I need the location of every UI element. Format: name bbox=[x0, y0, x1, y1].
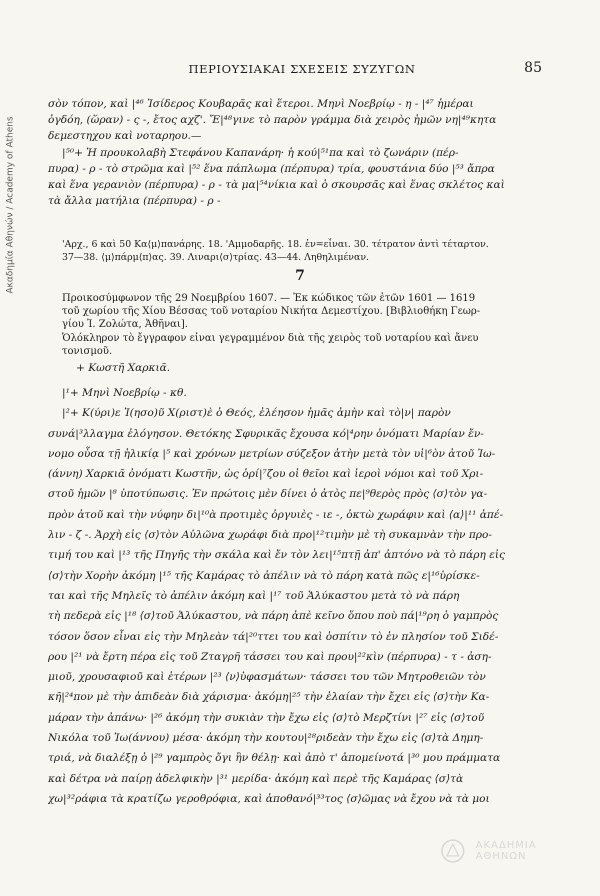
intro-line: Ὁλόκληρον τὸ ἔγγραφον εἶναι γεγραμμένον διὰ τῆς χειρὸς τοῦ νοταρίου καὶ ἄνευ bbox=[62, 332, 479, 344]
academy-watermark bbox=[440, 826, 590, 876]
text-line: τὰ ἄλλα ματήλια (πέρπυρα) - ρ - bbox=[48, 195, 221, 208]
intro-line: τονισμοῦ. bbox=[62, 345, 113, 357]
previous-document-end bbox=[48, 96, 548, 209]
body-line: |²+ Κ(ύρι)ε Ἰ(ησο)ῦ Χ(ριστ)ὲ ὁ Θεός, ἐλέησον ἡμᾶς ἀμὴν καὶ τὸ|ν| παρὸν bbox=[62, 407, 451, 420]
text-line: δεμεστηχου καὶ νοταρηου.— bbox=[48, 130, 202, 143]
subheading-line: + Κωστῆ Χαρκιᾶ. bbox=[76, 362, 171, 374]
body-line: ρου |²¹ νὰ ἔρτη πέρα εἰς τοῦ Ζταγρῆ τάσσει του καὶ πρου|²²κὶν (πέρπυρα) - τ - ἀση- bbox=[48, 650, 492, 663]
document-intro bbox=[62, 292, 542, 358]
critical-apparatus bbox=[62, 238, 542, 265]
text-line: σὸν τόπον, καὶ |⁴⁶ Ἰσίδερος Κουβαρᾶς καὶ ἕτεροι. Μηνὶ Νοεβρίῳ - η - |⁴⁷ ἡμέραι bbox=[48, 98, 474, 110]
archive-stamp bbox=[4, 40, 18, 370]
document-subheading bbox=[62, 360, 532, 376]
running-title: ΠΕΡΙΟΥΣΙΑΚΑΙ ΣΧΕΣΕΙΣ ΣΥΖΥΓΩΝ bbox=[188, 62, 416, 76]
text-line: πυρα) - ρ - τὸ στρῶμα καὶ |⁵² ἕνα πάπλωμα (πέρπυρα) τρία, φουστάνια δύο |⁵³ ἄπρα bbox=[48, 162, 495, 175]
body-line: λιν - ζ -. Ἀρχὴ εἰς ⟨σ⟩τὸν Αὐλῶνα χωράφι διὰ προ|¹²τιμὴν μὲ τὴ συκαμνὰν τὴν προ- bbox=[48, 529, 492, 542]
body-line: πρὸν ἀτοῦ καὶ τὴν νύφην δι|¹⁰ὰ προτιμὲς ὀργυιὲς - ιε -, ὀκτὼ χωράφιν καὶ ⟨α⟩|¹¹ ἀπέ- bbox=[48, 508, 504, 521]
body-line: ⟨σ⟩τὴν Χορὴν ἀκόμη |¹⁵ τῆς Καμάρας τὸ ἀπέλιν νὰ τὸ πάρη κατὰ πῶς ε|¹⁶ὑρίσκε- bbox=[48, 569, 480, 582]
running-header bbox=[62, 62, 542, 80]
text-line: καὶ ἕνα γερανιὸν (πέρπυρα) - ρ - τὰ μα|⁵⁴νίκια καὶ ὁ σκουρσᾶς καὶ ἕνας σκλέτος καὶ bbox=[48, 179, 505, 192]
intro-line: γίου Ἰ. Ζολώτα, Ἀθῆναι]. bbox=[62, 319, 188, 331]
body-line: τιμή του καὶ |¹³ τῆς Πηγῆς τὴν σκάλα καὶ ἔν τὸν λει|¹⁵πτῇ ἀπ' ἀπτόνο νὰ τὸ πάρη εἰς bbox=[48, 549, 506, 562]
apparatus-line: 37—38. ⟨μ⟩πάρμ⟨π⟩ας. 39. Λιναρι⟨σ⟩τρίας. 43—44. Ληθηλιμέναν. bbox=[62, 252, 370, 264]
text-line: |⁵⁰+ Ἡ προυκολαβὴ Στεφάνου Καπανάρη· ἡ κού|⁵¹πα καὶ τὸ ζωνάριν (πέρ- bbox=[62, 146, 459, 159]
intro-line: Προικοσύμφωνον τῆς 29 Νοεμβρίου 1607. — Ἐκ κώδικος τῶν ἐτῶν 1601 — 1619 bbox=[62, 293, 476, 304]
body-line: συνά|³λλαγμα ἐλόγησον. Θετόκης Σφυρικᾶς ἔχουσα κό|⁴ρην ὀνόματι Μαρίαν ἔν- bbox=[48, 427, 484, 440]
academy-emblem-icon bbox=[440, 838, 466, 864]
body-line: (άννη) Χαρκιᾶ ὀνόματι Κωστῆν, ὡς ὁρί|⁷ζου οἱ θεῖοι καὶ ἱεροὶ νόμοι καὶ τοῦ Χρι- bbox=[48, 468, 484, 481]
body-line: κῆ|²⁴πον μὲ τὴν ἀπιδεὰν διὰ χάρισμα· ἀκόμη|²⁵ τὴν ἐλαίαν τὴν ἔχει εἰς ⟨σ⟩τὴν Κα- bbox=[48, 691, 490, 704]
document-number: 7 bbox=[295, 268, 305, 284]
body-line: τριά, νὰ διαλέξῃ ὁ |²⁹ γαμπρὸς ὄγι ἣν θέλῃ· καὶ ἀπὸ τ' ἀπομείνοτά |³⁰ μου πράμματα bbox=[48, 752, 501, 765]
body-line: τόσον ὅσον εἶναι εἰς τὴν Μηλεὰν τά|²⁰ττει του καὶ ὁσπίτιν τὸ ἐν πλησίον τοῦ Σιδέ- bbox=[48, 630, 499, 643]
body-line: Νικόλα τοῦ Ἰω(άννου) μέσα· ἀκόμη τὴν κουτου|²⁸ριδεὰν τὴν ἔχω εἰς ⟨σ⟩τὰ Δημη- bbox=[48, 732, 484, 745]
body-line: μάραν τὴν ἀπάνω· |²⁶ ἀκόμη τὴν συκιὰν τὴν ἔχω εἰς ⟨σ⟩τὸ Μερζτίνι |²⁷ εἰς ⟨σ⟩τοῦ bbox=[48, 711, 485, 724]
body-line: μιοῦ, χρουσαφιοῦ καὶ ἑτέρων |²³ ⟨ν⟩ὑφασμάτων· τάσσει του τῶν Μητροθειῶν τὸν bbox=[48, 671, 486, 684]
page-number: 85 bbox=[524, 60, 542, 76]
document-body bbox=[48, 383, 544, 809]
text-line: ὀγδόη, (ὥραν) - ς -, ἔτος αχζ'. Ἔ|⁴⁸γινε τὸ παρὸν γράμμα διὰ χειρὸς ἡμῶν νη|⁴⁹κητα bbox=[48, 114, 497, 127]
body-line: χω|³²ράφια τὰ κρατίζω γεροθρόφια, καὶ ἀποθανό|³³τος ⟨σ⟩ῶμας νὰ ἔχου νὰ τὰ μοι bbox=[48, 792, 490, 805]
apparatus-line: 'Αρχ., 6 καὶ 50 Κα⟨μ⟩πανάρης. 18. 'Αμμοδαρῆς. 18. ἐν=εἶναι. 30. τέτρατον ἀντὶ τέταρτον. bbox=[62, 239, 489, 250]
body-line: νομο οὖσα τῇ ἡλικίᾳ |⁵ καὶ χρόνων μετρίων σύζεξον ἀτὴν μετὰ τὸν υἱ|⁶ὸν ἀτοῦ Ἰω- bbox=[48, 447, 496, 460]
body-line: |¹+ Μηνὶ Νοεβρίῳ - κθ. bbox=[62, 387, 187, 399]
archive-stamp-text: Ακαδημία Αθηνών / Academy of Athens bbox=[6, 116, 16, 294]
body-line: καὶ δέτρα νὰ παίρῃ ἀδελφικὴν |³¹ μερίδα· ἀκόμη καὶ περὲ τῆς Καμάρας ⟨σ⟩τὰ bbox=[48, 772, 464, 785]
body-line: τὴ πεδερὰ εἰς |¹⁸ ⟨σ⟩τοῦ Ἀλύκαστου, νὰ πάρη ἀπὲ κεῖνο ὅπου ποὺ πά|¹⁹ρη ὁ γαμπρὸς bbox=[48, 610, 499, 623]
watermark-text: ΑΚΑΔΗΜΙΑ ΑΘΗΝΩΝ bbox=[475, 840, 537, 862]
intro-line: τοῦ χωρίου τῆς Χίου Βέσσας τοῦ νοταρίου Νικήτα Δεμεστίχου. [Βιβλιοθήκη Γεωρ- bbox=[62, 306, 481, 318]
body-line: στοῦ ἡμῶν |⁸ ὑποτύπωσις. Ἐν πρώτοις μὲν δίνει ὁ ἀτὸς πε|⁹θερὸς πρὸς ⟨σ⟩τὸν γα- bbox=[48, 488, 488, 501]
body-line: ται καὶ τῆς Μηλεῖς τὸ ἀπέλιν ἀκόμη καὶ |¹⁷ τοῦ Ἁλύκαστου μετὰ τὸ νὰ πάρη bbox=[48, 589, 460, 602]
